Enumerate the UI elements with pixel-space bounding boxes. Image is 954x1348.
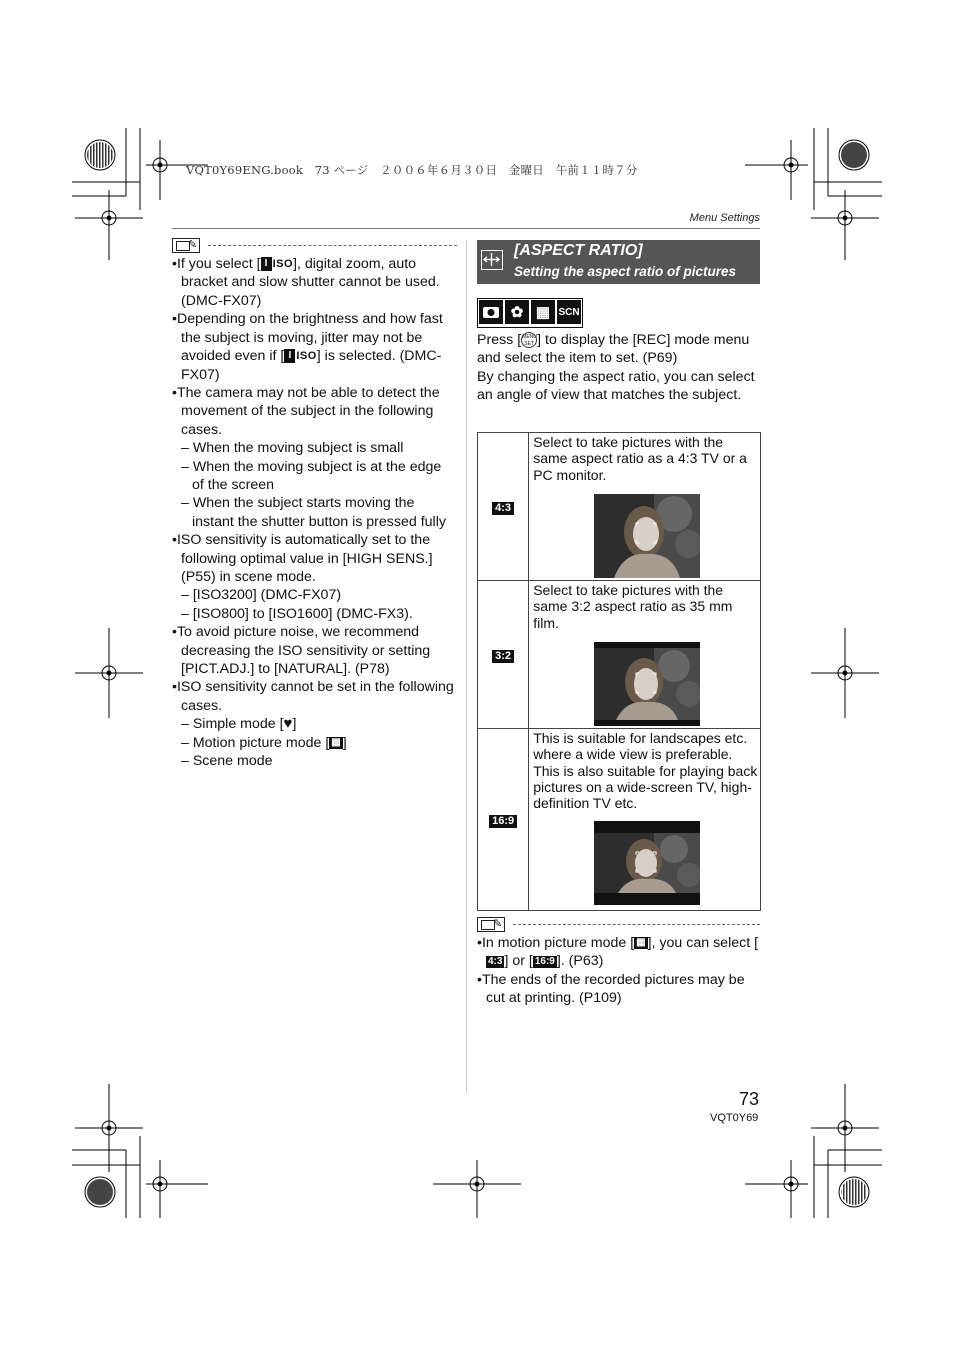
note-icon: ✎: [172, 238, 200, 253]
document-code: VQT0Y69: [710, 1112, 759, 1124]
motion-picture-icon: ▦: [636, 937, 646, 949]
motion-picture-icon: ▦: [331, 736, 341, 748]
ratio-description: Select to take pictures with the same 3:2 aspect ratio as 35 mm film.: [533, 582, 733, 631]
macro-mode-icon: ✿: [505, 300, 529, 324]
ratio-cell: [478, 433, 529, 581]
left-notes: [172, 255, 457, 771]
note-bullet: •To avoid picture noise, we recommend decreasing the ISO sensitivity or setting [PICT.ADJ.] to [NATURAL]. (P78): [172, 624, 431, 678]
page-number: 73: [739, 1089, 760, 1109]
portrait-photo: [594, 821, 700, 905]
camera-mode-icon: [479, 300, 503, 324]
column-divider: [466, 240, 467, 1092]
note-bullet: •The camera may not be able to detect the movement of the subject in the following cases.: [172, 384, 440, 438]
table-row: [478, 729, 761, 911]
note-subitem: – [ISO3200] (DMC-FX07): [181, 587, 342, 604]
note-bullet: •The ends of the recorded pictures may be cut at printing. (P109): [477, 971, 745, 1007]
note-subitem: – [ISO800] to [ISO1600] (DMC-FX3).: [181, 605, 413, 622]
header-rule: [172, 228, 760, 229]
menu-set-button-icon: MENU SET: [522, 334, 537, 348]
right-notes: [477, 917, 760, 1008]
note-subitem: – Simple mode [♥]: [181, 715, 297, 733]
section-header: [477, 240, 760, 284]
note-icon: ✎: [477, 917, 505, 932]
description-cell: [529, 729, 761, 911]
heart-icon: ♥: [283, 715, 293, 733]
section-title: [ASPECT RATIO]: [514, 242, 643, 259]
ratio-3-2-icon: 3:2: [492, 650, 514, 663]
note-header: [477, 917, 760, 932]
mode-icons: [477, 298, 583, 328]
aspect-ratio-icon: [481, 250, 503, 270]
iso-stabilizer-icon: I ISO: [261, 255, 293, 273]
left-column: [172, 238, 457, 771]
note-subitem: – Scene mode: [181, 753, 273, 770]
table-row: [478, 433, 761, 581]
sample-photo-3-2: [594, 642, 700, 726]
note-bullet: •ISO sensitivity is automatically set to the following optimal value in [HIGH SENS.] (P55) in scene mode.: [172, 532, 433, 586]
note-bullet: •If you select [ I ISO], digital zoom, auto bracket and slow shutter cannot be used. (DMC-FX07): [172, 256, 440, 309]
note-bullet: •Depending on the brightness and how fast the subject is moving, jitter may not be avoided even if [ I ISO] is selected. (DMC-FX07): [172, 311, 443, 383]
note-header: [172, 238, 457, 253]
ratio-16-9-icon: 16:9: [534, 955, 555, 967]
description-cell: [529, 433, 761, 581]
motion-picture-mode-icon: ▦: [531, 300, 555, 324]
ratio-16-9-icon: 16:9: [489, 815, 517, 828]
ratio-4-3-icon: 4:3: [492, 502, 514, 515]
ratio-cell: [478, 581, 529, 729]
portrait-photo: [594, 494, 700, 578]
ratio-cell: [478, 729, 529, 911]
note-bullet: •In motion picture mode [ ▦ ], you can select [4:3 ] or [ 16:9 ]. (P63): [477, 935, 759, 970]
sample-photo-16-9: [594, 821, 700, 905]
section-subtitle: Setting the aspect ratio of pictures: [514, 264, 737, 279]
ratio-description: This is suitable for landscapes etc. where a wide view is preferable. This is also suitable for playing back pictures on a wide-screen TV, high-definition TV etc.: [533, 730, 758, 812]
aspect-ratio-table: [477, 432, 761, 911]
scene-mode-icon: SCN: [557, 300, 581, 324]
sample-photo-4-3: [594, 494, 700, 578]
ratio-4-3-icon: 4:3: [488, 955, 503, 967]
iso-stabilizer-icon: I ISO: [284, 347, 316, 365]
note-subitem: – When the moving subject is at the edge of the screen: [181, 458, 442, 493]
table-row: [478, 581, 761, 729]
right-notes-body: [477, 934, 760, 1008]
description-cell: [529, 581, 761, 729]
print-header: VQT0Y69ENG.book 73 ページ ２００６年６月３０日 金曜日 午前１１時７分: [186, 163, 638, 177]
portrait-photo: [594, 642, 700, 726]
note-subitem: – When the moving subject is small: [181, 440, 404, 457]
running-head: Menu Settings: [689, 212, 760, 224]
ratio-description: Select to take pictures with the same aspect ratio as a 4:3 TV or a PC monitor.: [533, 434, 747, 483]
note-subitem: – When the subject starts moving the instant the shutter button is pressed fully: [181, 495, 446, 530]
note-bullet: •ISO sensitivity cannot be set in the following cases.: [172, 679, 454, 714]
note-subitem: – Motion picture mode [ ▦ ]: [181, 734, 347, 751]
section-intro: Press [MENU SET ] to display the [REC] mode menu and select the item to set. (P69) By changing the aspect ratio, you can select an angle of view that matches the subject.: [477, 332, 755, 404]
